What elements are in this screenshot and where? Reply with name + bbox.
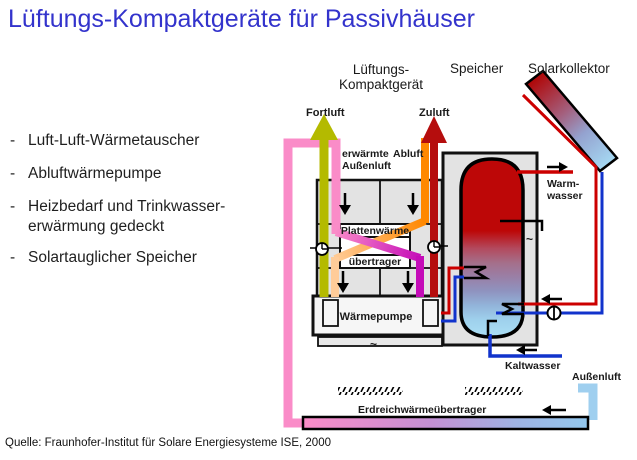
- bullet-dash: -: [10, 132, 16, 149]
- bullet-text: Luft-Luft-Wärmetauscher: [28, 132, 200, 149]
- unit-label-line1: Lüftungs-: [352, 62, 410, 77]
- unit-base: [318, 337, 442, 346]
- ground-hatch-right: [465, 387, 523, 395]
- bullet-text: Solartauglicher Speicher: [28, 249, 197, 266]
- zuluft-label: Zuluft: [419, 107, 450, 119]
- fortluft-label: Fortluft: [306, 107, 345, 119]
- speicher-label: Speicher: [450, 61, 504, 76]
- aussenluft-label: Außenluft: [572, 371, 621, 383]
- base-tilde-symbol: ~: [370, 337, 378, 351]
- bullet-dash: -: [10, 249, 16, 266]
- heat-pump-leg-left: [323, 300, 338, 326]
- zuluft-arrow-icon: [421, 116, 447, 143]
- pump-icon: [548, 307, 561, 320]
- uebertrager-label: übertrager: [348, 256, 402, 268]
- warmwasser-label-line1: Warm-: [547, 178, 580, 190]
- storage-tank-box: [443, 153, 542, 345]
- bullet-text-line2: erwärmung gedeckt: [28, 218, 165, 235]
- page-title: Lüftungs-Kompaktgeräte für Passivhäuser: [8, 5, 475, 33]
- ground-flow-arrow-icon: [542, 405, 566, 415]
- bullet-text: Abluftwärmepumpe: [28, 165, 162, 182]
- warmwasser-label-line2: wasser: [547, 190, 583, 202]
- tank-tilde-symbol: ~: [526, 232, 534, 246]
- tank-body: [461, 159, 523, 337]
- abluft-label: Abluft: [393, 148, 424, 160]
- solar-collector: [526, 71, 617, 171]
- bullet-dash: -: [10, 165, 16, 182]
- heat-pump-leg-right: [423, 300, 438, 326]
- waermepumpe-label: Wärmepumpe: [339, 311, 413, 323]
- plattenwaerme-label: Plattenwärme: [340, 225, 410, 237]
- ground-heat-exchanger-bar: [303, 417, 588, 429]
- erdreich-label: Erdreichwärmeübertrager: [358, 404, 487, 416]
- source-note: Quelle: Fraunhofer-Institut für Solare Energiesysteme ISE, 2000: [5, 437, 331, 449]
- erwaermte-label-line2: Außenluft: [342, 160, 391, 172]
- kaltwasser-label: Kaltwasser: [505, 360, 561, 372]
- ground-hatch-left: [338, 387, 403, 395]
- solarkollektor-label: Solarkollektor: [528, 61, 610, 76]
- outdoor-air-pipe: [578, 388, 593, 420]
- unit-label-line2: Kompaktgerät: [338, 77, 424, 92]
- bullet-text-line1: Heizbedarf und Trinkwasser-: [28, 198, 226, 215]
- bullet-dash: -: [10, 198, 16, 215]
- erwaermte-label-line1: erwärmte: [342, 148, 389, 160]
